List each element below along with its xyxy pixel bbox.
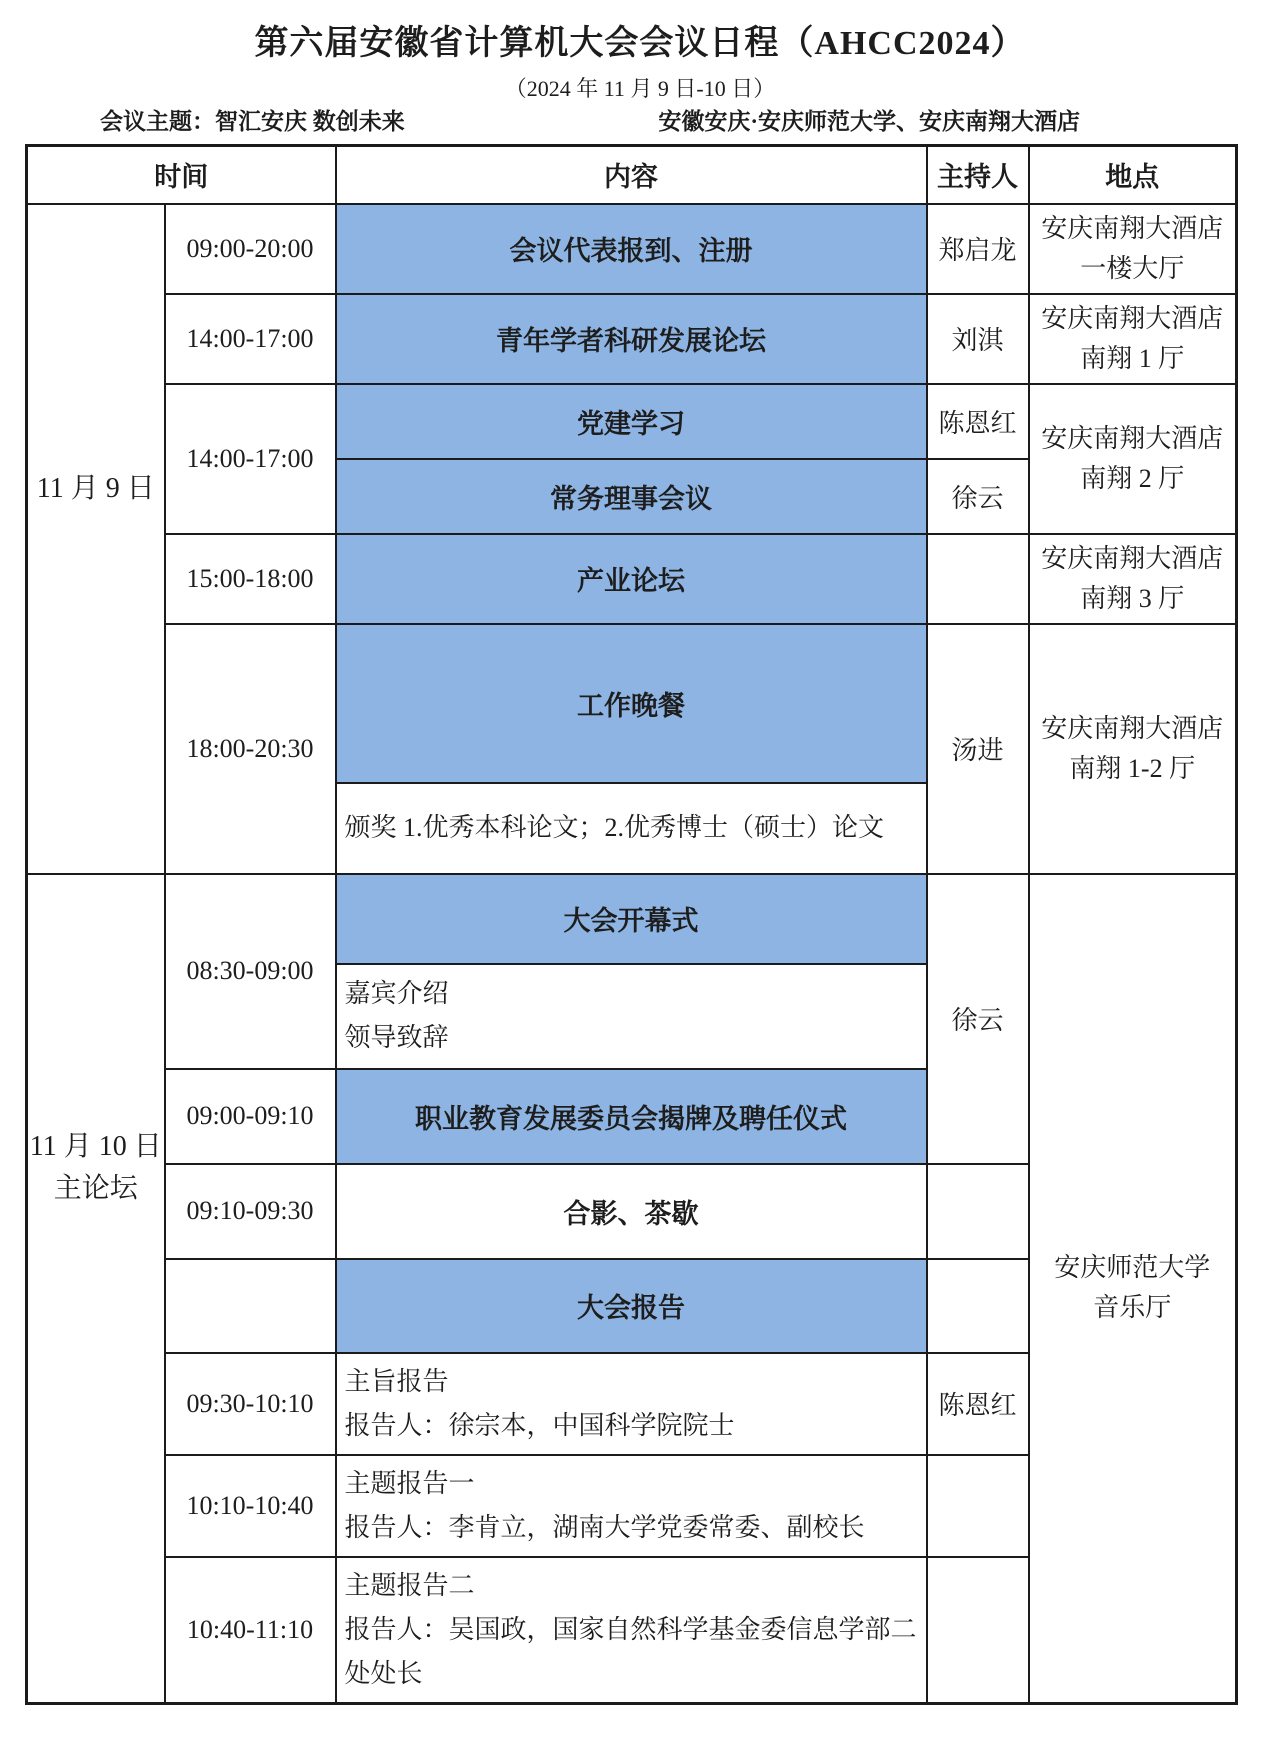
content-cell-r6: 工作晚餐 xyxy=(336,624,927,783)
content-line2: 领导致辞 xyxy=(344,1023,449,1052)
location-line1: 安庆南翔大酒店 xyxy=(1041,303,1224,333)
day-label-nov9 xyxy=(28,468,164,510)
host-cell-r6: 汤进 xyxy=(927,624,1029,874)
location-cell-day2 xyxy=(1029,874,1237,1704)
day-cell-nov9 xyxy=(27,204,165,874)
location-cell-r5 xyxy=(1029,534,1237,624)
location-line1: 安庆南翔大酒店 xyxy=(1041,713,1224,743)
time-cell-r15: 10:40-11:10 xyxy=(165,1557,336,1704)
content-cell-r2: 青年学者科研发展论坛 xyxy=(336,294,927,384)
host-cell-r14 xyxy=(927,1455,1029,1557)
row-party-building-study xyxy=(27,384,1237,459)
content-line2: 报告人：李肯立，湖南大学党委常委、副校长 xyxy=(344,1512,865,1542)
content-line1: 嘉宾介绍 xyxy=(344,979,449,1008)
time-cell-r2: 14:00-17:00 xyxy=(165,294,336,384)
host-cell-r3: 陈恩红 xyxy=(927,384,1029,459)
location-line2: 南翔 1-2 厅 xyxy=(1069,753,1196,783)
col-header-host: 主持人 xyxy=(927,146,1029,204)
content-cell-r3: 党建学习 xyxy=(336,384,927,459)
location-line2: 南翔 2 厅 xyxy=(1080,463,1185,493)
row-opening-ceremony xyxy=(27,874,1237,964)
host-cell-r2: 刘淇 xyxy=(927,294,1029,384)
content-line1: 主旨报告 xyxy=(344,1366,449,1396)
content-cell-r14 xyxy=(336,1455,927,1557)
time-cell-r6: 18:00-20:30 xyxy=(165,624,336,874)
page-title: 第六届安徽省计算机大会会议日程（AHCC2024） xyxy=(254,25,1026,62)
time-cell-r1: 09:00-20:00 xyxy=(165,204,336,294)
content-line2: 报告人：吴国政，国家自然科学基金委信息学部二处处长 xyxy=(344,1614,917,1688)
day-label-nov10 xyxy=(28,1126,164,1210)
header-row xyxy=(27,146,1237,204)
content-cell-r11: 合影、茶歇 xyxy=(336,1164,927,1259)
content-cell-r15 xyxy=(336,1557,927,1704)
content-cell-r8: 大会开幕式 xyxy=(336,874,927,964)
location-line1: 安庆师范大学 xyxy=(1054,1253,1211,1282)
col-header-time: 时间 xyxy=(27,146,336,204)
time-cell-r5: 15:00-18:00 xyxy=(165,534,336,624)
location-line2: 音乐厅 xyxy=(1093,1293,1172,1322)
row-industry-forum xyxy=(27,534,1237,624)
location-line1: 安庆南翔大酒店 xyxy=(1041,423,1224,453)
time-cell-r3: 14:00-17:00 xyxy=(165,384,336,534)
host-cell-r15 xyxy=(927,1557,1029,1704)
day-cell-nov10 xyxy=(27,874,165,1704)
content-cell-r7: 颁奖 1.优秀本科论文；2.优秀博士（硕士）论文 xyxy=(336,783,927,874)
day-label-text: 11 月 10 日 xyxy=(29,1131,162,1162)
content-cell-r5: 产业论坛 xyxy=(336,534,927,624)
time-cell-r14: 10:10-10:40 xyxy=(165,1455,336,1557)
location-cell-r6 xyxy=(1029,624,1237,874)
time-cell-r13: 09:30-10:10 xyxy=(165,1353,336,1455)
location-line2: 南翔 3 厅 xyxy=(1080,583,1185,613)
location-line2: 南翔 1 厅 xyxy=(1080,343,1185,373)
content-line2: 报告人：徐宗本，中国科学院院士 xyxy=(344,1410,735,1440)
content-cell-r4: 常务理事会议 xyxy=(336,459,927,534)
host-cell-r8: 徐云 xyxy=(927,874,1029,1164)
location-cell-r3 xyxy=(1029,384,1237,534)
location-line1: 安庆南翔大酒店 xyxy=(1041,543,1224,573)
row-working-dinner xyxy=(27,624,1237,783)
day-sublabel-text: 主论坛 xyxy=(53,1173,138,1204)
row-registration xyxy=(27,204,1237,294)
location-line1: 安庆南翔大酒店 xyxy=(1041,213,1224,243)
content-cell-r9 xyxy=(336,964,927,1069)
host-cell-r11 xyxy=(927,1164,1029,1259)
location-cell-r1 xyxy=(1029,204,1237,294)
host-cell-r12 xyxy=(927,1259,1029,1353)
host-cell-r5 xyxy=(927,534,1029,624)
venue-label: 安徽安庆·安庆师范大学、安庆南翔大酒店 xyxy=(658,109,1080,134)
theme-label: 会议主题：智汇安庆 数创未来 xyxy=(100,109,405,134)
col-header-content: 内容 xyxy=(336,146,927,204)
content-line1: 主题报告一 xyxy=(344,1468,475,1498)
time-cell-r11: 09:10-09:30 xyxy=(165,1164,336,1259)
host-cell-r13: 陈恩红 xyxy=(927,1353,1029,1455)
row-young-scholars-forum xyxy=(27,294,1237,384)
time-cell-r12 xyxy=(165,1259,336,1353)
theme-venue-row xyxy=(0,108,1280,136)
location-line2: 一楼大厅 xyxy=(1080,253,1185,283)
col-header-location: 地点 xyxy=(1029,146,1237,204)
schedule-table xyxy=(25,144,1238,1705)
content-cell-r1: 会议代表报到、注册 xyxy=(336,204,927,294)
host-cell-r4: 徐云 xyxy=(927,459,1029,534)
date-subtitle: （2024 年 11 月 9 日-10 日） xyxy=(504,76,776,101)
content-line1: 主题报告二 xyxy=(344,1570,475,1600)
time-cell-r10: 09:00-09:10 xyxy=(165,1069,336,1164)
content-cell-r13 xyxy=(336,1353,927,1455)
location-cell-r2 xyxy=(1029,294,1237,384)
host-cell-r1: 郑启龙 xyxy=(927,204,1029,294)
content-cell-r12: 大会报告 xyxy=(336,1259,927,1353)
day-label-text: 11 月 9 日 xyxy=(36,472,155,504)
time-cell-r8: 08:30-09:00 xyxy=(165,874,336,1069)
content-cell-r10: 职业教育发展委员会揭牌及聘任仪式 xyxy=(336,1069,927,1164)
